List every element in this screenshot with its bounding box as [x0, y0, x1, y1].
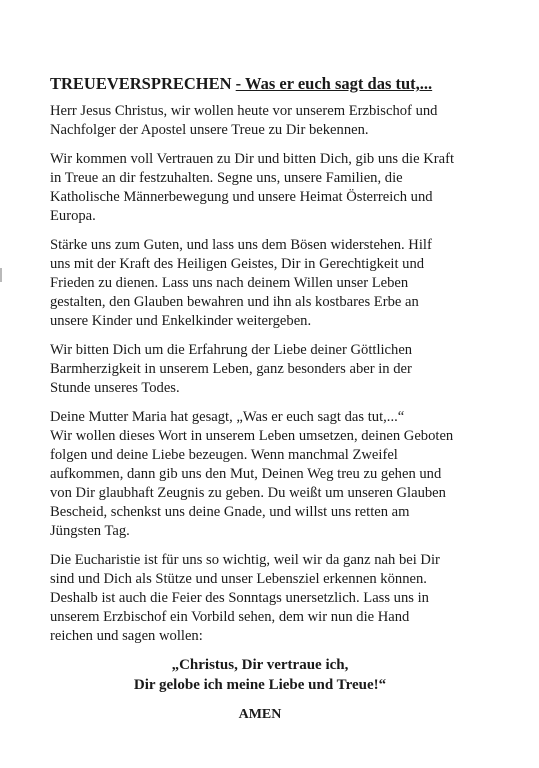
text-line: Jüngsten Tag.: [50, 523, 130, 539]
title-subtitle: - Was er euch sagt das tut,...: [235, 74, 433, 93]
text-line: Barmherzigkeit in unserem Leben, ganz besonders aber in der: [50, 361, 412, 377]
paragraph: [50, 341, 510, 398]
text-line: Stunde unseres Todes.: [50, 380, 180, 396]
title-main: TREUEVERSPRECHEN: [50, 74, 236, 93]
paragraph: [50, 551, 510, 646]
text-line: Europa.: [50, 208, 96, 224]
document-page: [50, 74, 510, 723]
page-edge-mark: [0, 268, 2, 282]
text-line: Wir wollen dieses Wort in unserem Leben umsetzen, deinen Geboten: [50, 428, 454, 444]
text-line: von Dir glaubhaft Zeugnis zu geben. Du weißt um unseren Glauben: [50, 485, 446, 501]
text-line: gestalten, den Glauben bewahren und ihn als kostbares Erbe an: [50, 294, 419, 310]
text-line: Nachfolger der Apostel unsere Treue zu Dir bekennen.: [50, 122, 369, 138]
text-line: uns mit der Kraft des Heiligen Geistes, Dir in Gerechtigkeit und: [50, 256, 425, 272]
text-line: Frieden zu dienen. Lass uns nach deinem Willen unser Leben: [50, 275, 409, 291]
text-line: reichen und sagen wollen:: [50, 628, 203, 644]
closing-line: Dir gelobe ich meine Liebe und Treue!“: [133, 676, 387, 693]
text-line: aufkommen, dann gib uns den Mut, Deinen Weg treu zu gehen und: [50, 466, 442, 482]
text-line: Bescheid, schenkst uns deine Gnade, und willst uns retten am: [50, 504, 410, 520]
text-line: Stärke uns zum Guten, und lass uns dem Bösen widerstehen. Hilf: [50, 237, 432, 253]
text-line: unsere Kinder und Enkelkinder weitergeben.: [50, 313, 312, 329]
text-line: folgen und deine Liebe bezeugen. Wenn manchmal Zweifel: [50, 447, 398, 463]
text-line: Wir kommen voll Vertrauen zu Dir und bitten Dich, gib uns die Kraft: [50, 151, 455, 167]
document-title: [50, 74, 510, 94]
paragraph: [50, 102, 510, 140]
text-line: Herr Jesus Christus, wir wollen heute vor unserem Erzbischof und: [50, 103, 438, 119]
paragraph: [50, 150, 510, 226]
text-line: Deshalb ist auch die Feier des Sonntags unersetzlich. Lass uns in: [50, 590, 429, 606]
text-line: Deine Mutter Maria hat gesagt, „Was er euch sagt das tut,...“: [50, 409, 405, 425]
text-line: unserem Erzbischof ein Vorbild sehen, dem wir nun die Hand: [50, 609, 410, 625]
closing-vow: [50, 656, 470, 695]
body-text: [50, 102, 510, 646]
paragraph: [50, 236, 510, 331]
paragraph: [50, 408, 510, 541]
text-line: Wir bitten Dich um die Erfahrung der Liebe deiner Göttlichen: [50, 342, 413, 358]
text-line: Die Eucharistie ist für uns so wichtig, weil wir da ganz nah bei Dir: [50, 552, 440, 568]
text-line: Katholische Männerbewegung und unsere Heimat Österreich und: [50, 189, 433, 205]
text-line: sind und Dich als Stütze und unser Lebensziel erkennen können.: [50, 571, 427, 587]
text-line: in Treue an dir festzuhalten. Segne uns, unsere Familien, die: [50, 170, 403, 186]
amen-text: AMEN: [238, 707, 282, 722]
closing-line: „Christus, Dir vertraue ich,: [171, 657, 349, 673]
